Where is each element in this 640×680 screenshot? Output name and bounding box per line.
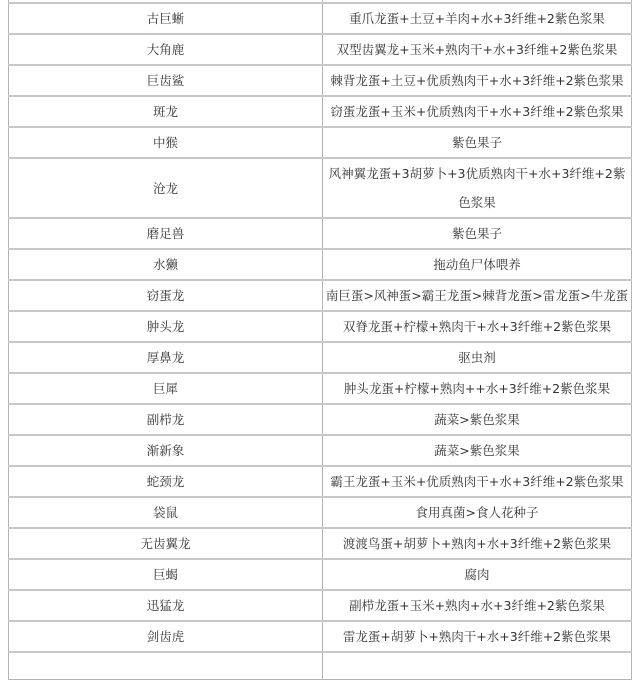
table-row: [9, 127, 632, 158]
table-row: [9, 3, 632, 34]
creature-name-cell: 中猴: [9, 127, 323, 158]
taming-food-cell: 霸王龙蛋+玉米+优质熟肉干+水+3纤维+2紫色浆果: [323, 466, 632, 497]
table-row: [9, 342, 632, 373]
taming-food-cell: 雷龙蛋+胡萝卜+熟肉干+水+3纤维+2紫色浆果: [323, 621, 632, 652]
creature-name-cell: 袋鼠: [9, 497, 323, 528]
creature-name-cell: 剑齿虎: [9, 621, 323, 652]
creature-name-cell: 巨犀: [9, 373, 323, 404]
creature-name-cell: 蛇颈龙: [9, 466, 323, 497]
creature-name-cell: 古巨蜥: [9, 3, 323, 34]
table-row: [9, 373, 632, 404]
creature-name-cell: 大角鹿: [9, 34, 323, 65]
taming-food-cell: 双脊龙蛋+柠檬+熟肉干+水+3纤维+2紫色浆果: [323, 311, 632, 342]
taming-food-cell: 副栉龙蛋+玉米+熟肉+水+3纤维+2紫色浆果: [323, 590, 632, 621]
creature-name-cell: 磨足兽: [9, 218, 323, 249]
taming-food-cell: 双型齿翼龙+玉米+熟肉干+水+3纤维+2紫色浆果: [323, 34, 632, 65]
taming-food-cell: 棘背龙蛋+土豆+优质熟肉干+水+3纤维+2紫色浆果: [323, 65, 632, 96]
table-row: [9, 621, 632, 652]
table-row: [9, 158, 632, 218]
table-row: [9, 652, 632, 680]
table-row: [9, 435, 632, 466]
table-row: [9, 528, 632, 559]
taming-food-cell: 紫色果子: [323, 218, 632, 249]
taming-food-cell: 紫色果子: [323, 127, 632, 158]
creature-name-cell: 水獭: [9, 249, 323, 280]
creature-name-cell: 沧龙: [9, 158, 323, 218]
creature-name-cell: 迅猛龙: [9, 590, 323, 621]
taming-food-cell: 腐肉: [323, 559, 632, 590]
creature-name-cell: 巨蝎: [9, 559, 323, 590]
creature-name-cell: 无齿翼龙: [9, 528, 323, 559]
taming-food-cell: 渡渡鸟蛋+胡萝卜+熟肉+水+3纤维+2紫色浆果: [323, 528, 632, 559]
creature-name-cell: 窃蛋龙: [9, 280, 323, 311]
table-row: [9, 249, 632, 280]
table-row: [9, 280, 632, 311]
creature-name-cell: 肿头龙: [9, 311, 323, 342]
taming-food-cell: 风神翼龙蛋+3胡萝卜+3优质熟肉干+水+3纤维+2紫色浆果: [323, 158, 632, 218]
taming-food-cell: [323, 652, 632, 680]
taming-food-cell: 蔬菜>紫色浆果: [323, 435, 632, 466]
taming-food-cell: 蔬菜>紫色浆果: [323, 404, 632, 435]
table-row: [9, 559, 632, 590]
creature-name-cell: 巨齿鲨: [9, 65, 323, 96]
table-row: [9, 311, 632, 342]
taming-food-cell: 窃蛋龙蛋+玉米+优质熟肉干+水+3纤维+2紫色浆果: [323, 96, 632, 127]
creature-name-cell: 副栉龙: [9, 404, 323, 435]
creature-name-cell: 厚鼻龙: [9, 342, 323, 373]
taming-food-cell: 拖动鱼尸体喂养: [323, 249, 632, 280]
creature-name-cell: 渐新象: [9, 435, 323, 466]
taming-food-cell: 重爪龙蛋+土豆+羊肉+水+3纤维+2紫色浆果: [323, 3, 632, 34]
table-row: [9, 218, 632, 249]
creature-name-cell: [9, 652, 323, 680]
table-row: [9, 404, 632, 435]
table-row: [9, 34, 632, 65]
table-row: [9, 590, 632, 621]
taming-food-table-container: [8, 0, 632, 680]
taming-food-cell: 食用真菌>食人花种子: [323, 497, 632, 528]
taming-food-cell: 南巨蛋>风神蛋>霸王龙蛋>棘背龙蛋>雷龙蛋>牛龙蛋: [323, 280, 632, 311]
taming-food-table: [8, 0, 632, 680]
table-row: [9, 497, 632, 528]
table-row: [9, 65, 632, 96]
taming-food-cell: 驱虫剂: [323, 342, 632, 373]
table-row: [9, 466, 632, 497]
table-row: [9, 96, 632, 127]
taming-food-cell: 肿头龙蛋+柠檬+熟肉++水+3纤维+2紫色浆果: [323, 373, 632, 404]
creature-name-cell: 斑龙: [9, 96, 323, 127]
